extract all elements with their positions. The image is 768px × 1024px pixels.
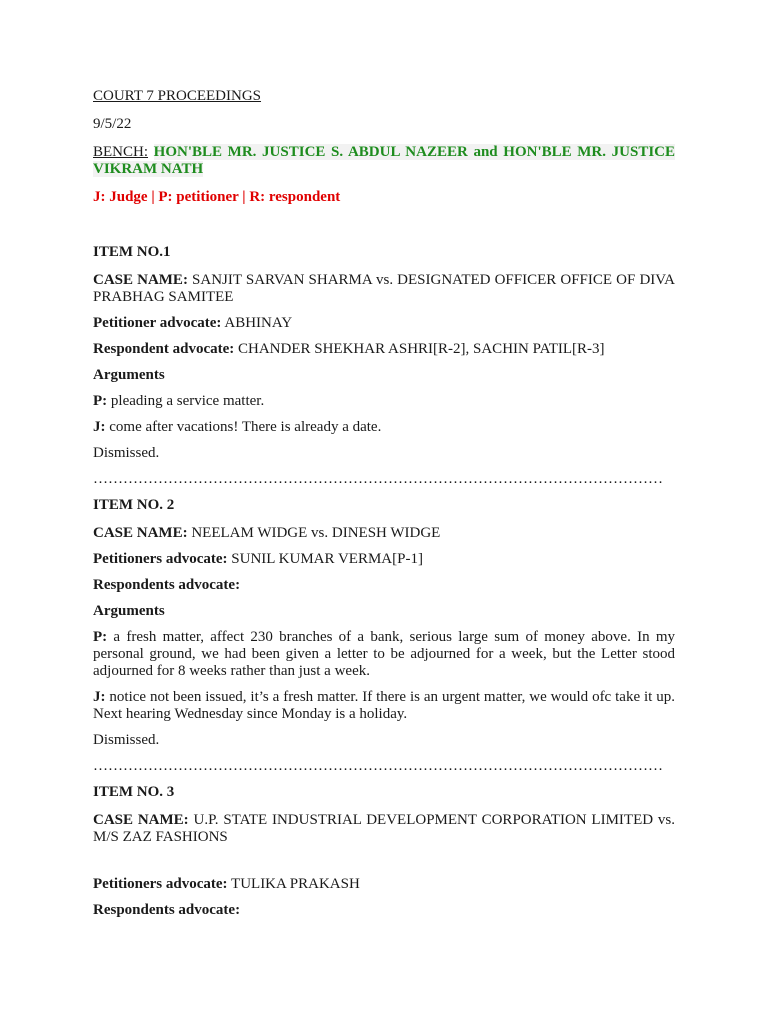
judge-remark-label: J: bbox=[93, 689, 106, 705]
judge-remark-label: J: bbox=[93, 419, 106, 435]
respondent-advocate-label: Respondents advocate: bbox=[93, 577, 241, 593]
case-name-label: CASE NAME: bbox=[93, 812, 189, 828]
judge-remark bbox=[93, 419, 675, 436]
petitioner-advocate bbox=[93, 315, 675, 332]
item-3 bbox=[93, 784, 675, 919]
petitioner-advocate-value: TULIKA PRAKASH bbox=[231, 876, 360, 892]
respondent-advocate bbox=[93, 577, 675, 594]
judge-remark bbox=[93, 689, 675, 723]
arguments-heading: Arguments bbox=[93, 367, 165, 383]
respondent-advocate bbox=[93, 341, 675, 358]
case-name-value: NEELAM WIDGE vs. DINESH WIDGE bbox=[191, 525, 441, 541]
document-page bbox=[93, 88, 675, 928]
case-name-value: U.P. STATE INDUSTRIAL DEVELOPMENT CORPORATION LIMITED vs. M/S ZAZ FASHIONS bbox=[93, 812, 675, 845]
petitioner-advocate-label: Petitioner advocate: bbox=[93, 315, 222, 331]
petitioner-argument-label: P: bbox=[93, 393, 108, 409]
page-title: COURT 7 PROCEEDINGS bbox=[93, 88, 262, 104]
abbreviation-legend: J: Judge | P: petitioner | R: respondent bbox=[93, 189, 341, 205]
item-outcome: Dismissed. bbox=[93, 445, 160, 461]
respondent-advocate-label: Respondent advocate: bbox=[93, 341, 235, 357]
case-name bbox=[93, 812, 675, 846]
item-heading: ITEM NO. 2 bbox=[93, 497, 175, 513]
judge-remark-text: come after vacations! There is already a date. bbox=[109, 419, 382, 435]
item-2 bbox=[93, 497, 675, 775]
petitioner-advocate bbox=[93, 551, 675, 568]
case-name-value: SANJIT SARVAN SHARMA vs. DESIGNATED OFFICER OFFICE OF DIVA PRABHAG SAMITEE bbox=[93, 272, 675, 305]
bench-names: HON'BLE MR. JUSTICE S. ABDUL NAZEER and HON'BLE MR. JUSTICE VIKRAM NATH bbox=[93, 144, 676, 177]
petitioner-advocate-value: SUNIL KUMAR VERMA[P-1] bbox=[231, 551, 423, 567]
case-name-label: CASE NAME: bbox=[93, 525, 188, 541]
case-name bbox=[93, 525, 675, 542]
proceedings-date: 9/5/22 bbox=[93, 116, 132, 132]
item-heading: ITEM NO.1 bbox=[93, 244, 171, 260]
judge-remark-text: notice not been issued, it’s a fresh matter. If there is an urgent matter, we would ofc take it up. Next hearing Wednesday since Monday is a holiday. bbox=[93, 689, 675, 722]
respondent-advocate-label: Respondents advocate: bbox=[93, 902, 241, 918]
petitioner-argument bbox=[93, 629, 675, 680]
petitioner-argument-label: P: bbox=[93, 629, 108, 645]
petitioner-advocate bbox=[93, 876, 675, 893]
item-1 bbox=[93, 244, 675, 488]
bench-line bbox=[93, 144, 675, 178]
arguments-heading: Arguments bbox=[93, 603, 165, 619]
petitioner-advocate-value: ABHINAY bbox=[224, 315, 293, 331]
case-name-label: CASE NAME: bbox=[93, 272, 188, 288]
case-name bbox=[93, 272, 675, 306]
petitioner-advocate-label: Petitioners advocate: bbox=[93, 876, 228, 892]
item-outcome: Dismissed. bbox=[93, 732, 160, 748]
petitioner-advocate-label: Petitioners advocate: bbox=[93, 551, 228, 567]
separator: …………………………………………………………………………………………………… bbox=[93, 758, 663, 774]
petitioner-argument-text: pleading a service matter. bbox=[110, 393, 265, 409]
petitioner-argument bbox=[93, 393, 675, 410]
separator: …………………………………………………………………………………………………… bbox=[93, 471, 663, 487]
bench-label: BENCH: bbox=[93, 144, 149, 160]
respondent-advocate bbox=[93, 902, 675, 919]
petitioner-argument-text: a fresh matter, affect 230 branches of a bank, serious large sum of money above. In my personal ground, we had been given a letter to be adjourned for a week, but the Letter stood adjourned for 8 weeks rather than just a week. bbox=[93, 629, 675, 679]
item-heading: ITEM NO. 3 bbox=[93, 784, 175, 800]
respondent-advocate-value: CHANDER SHEKHAR ASHRI[R-2], SACHIN PATIL[R-3] bbox=[238, 341, 605, 357]
